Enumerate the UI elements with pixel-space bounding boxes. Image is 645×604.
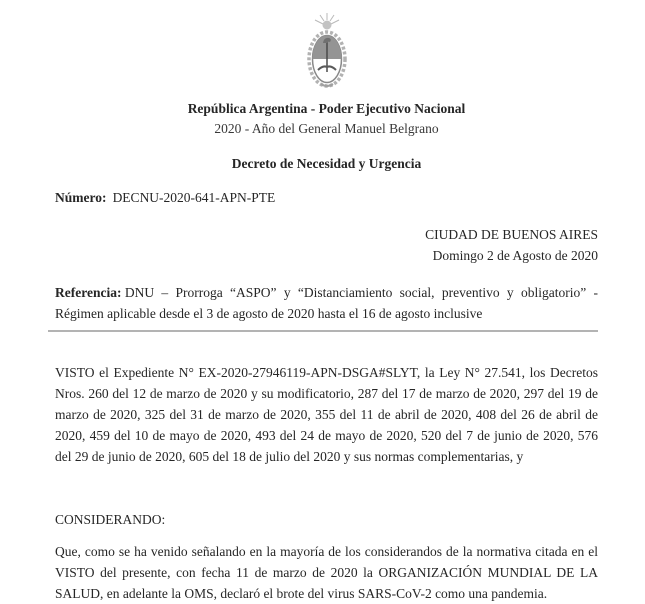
document-number-line [55, 189, 598, 206]
reference-paragraph [55, 282, 598, 324]
document-type-title: Decreto de Necesidad y Urgencia [231, 156, 422, 171]
section-divider [48, 330, 598, 332]
org-title: República Argentina - Poder Ejecutivo Nacional [187, 101, 466, 116]
reference-text: DNU – Prorroga “ASPO” y “Distanciamiento social, preventivo y obligatorio” - Régimen aplicable desde el 3 de agosto de 2020 hasta el 16 de agosto inclusive [55, 285, 598, 321]
argentina-coat-of-arms-icon [298, 12, 356, 94]
year-motto: 2020 - Año del General Manuel Belgrano [214, 121, 439, 136]
crest-container [55, 12, 598, 96]
date-line: Domingo 2 de Agosto de 2020 [432, 248, 598, 263]
document-number-label: Número: [55, 190, 107, 205]
considerando-paragraph-1: Que, como se ha venido señalando en la mayoría de los considerandos de la normativa citada en el VISTO del presente, con fecha 11 de marzo de 2020 la ORGANIZACIÓN MUNDIAL DE LA SALUD, en adelante la OMS, declaró el brote del virus SARS-CoV-2 como una pandemia. [55, 544, 598, 601]
visto-paragraph: VISTO el Expediente N° EX-2020-27946119-APN-DSGA#SLYT, la Ley N° 27.541, los Decretos Nros. 260 del 12 de marzo de 2020 y su modificatorio, 287 del 17 de marzo de 2020, 297 del 19 de marzo de 2020, 325 del 31 de marzo de 2020, 355 del 11 de abril de 2020, 408 del 26 de abril de 2020, 459 del 10 de mayo de 2020, 493 del 24 de mayo de 2020, 520 del 7 de junio de 2020, 576 del 29 de junio de 2020, 605 del 18 de julio del 2020 y sus normas complementarias, y [55, 365, 598, 464]
city-line: CIUDAD DE BUENOS AIRES [425, 227, 598, 242]
considerando-heading: CONSIDERANDO: [55, 512, 166, 527]
document-number-value: DECNU-2020-641-APN-PTE [112, 190, 276, 205]
reference-label: Referencia: [55, 285, 122, 300]
